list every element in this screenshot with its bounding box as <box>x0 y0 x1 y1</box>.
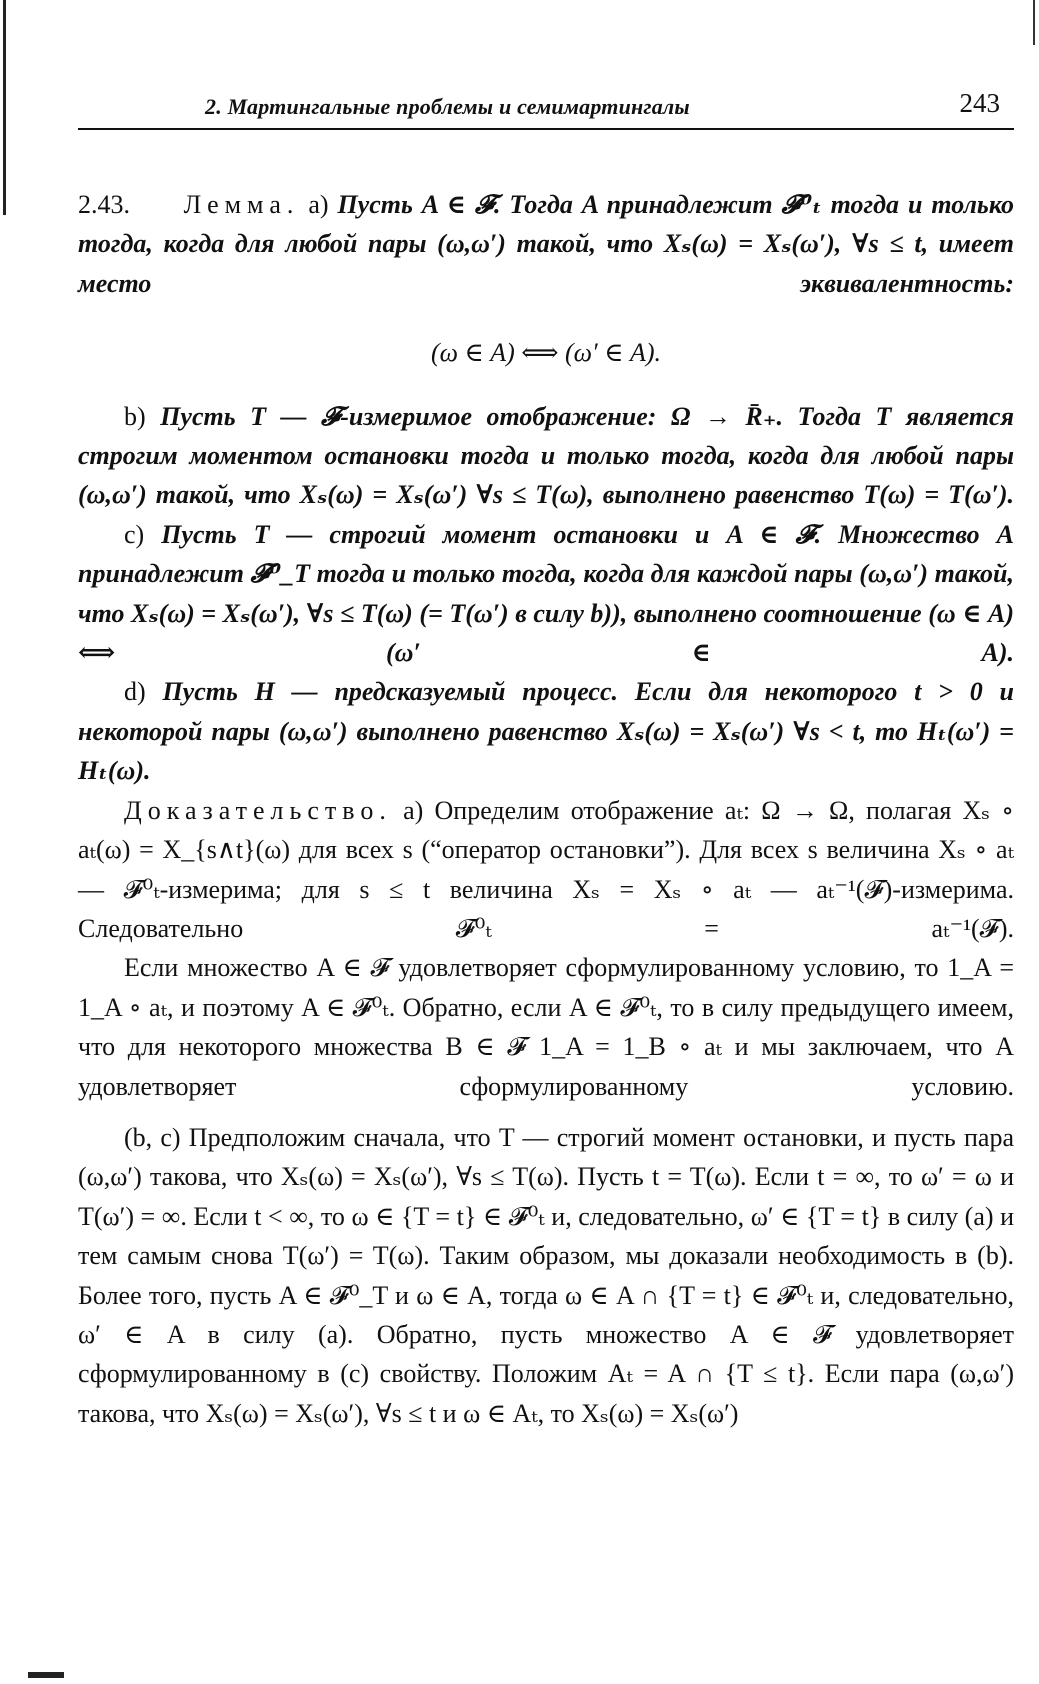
lemma-d-label: d) <box>124 677 163 707</box>
scan-mark-bottom <box>28 1672 64 1678</box>
lemma-part-c <box>78 515 1014 673</box>
running-title: 2. Мартингальные проблемы и семимартингалы <box>205 94 690 119</box>
lemma-word: Лемма. <box>183 190 300 219</box>
lemma-number: 2.43. <box>78 190 130 219</box>
proof-p3-text: (b, c) Предположим сначала, что T — строгий момент остановки, и пусть пара (ω,ω′) такова, что Xₛ(ω) = Xₛ(ω′), ∀s ≤ T(ω). Пусть t = T(ω). Если t = ∞, то ω′ = ω и T(ω′) = ∞. Если t < ∞, то ω ∈ {T = t} ∈ 𝓕⁰ₜ и, следовательно, ω′ ∈ {T = t} в силу (a) и тем самым снова T(ω′) = T(ω). Таким образом, мы доказали необходимость в (b). Более того, пусть A ∈ 𝓕⁰_T и ω ∈ A, тогда ω ∈ A ∩ {T = t} ∈ 𝓕⁰ₜ и, следовательно, ω′ ∈ A в силу (a). Обратно, пусть множество A ∈ 𝓕 удовлетворяет сформулированному в (c) свойству. Положим Aₜ = A ∩ {T ≤ t}. Если пара (ω,ω′) такова, что Xₛ(ω) = Xₛ(ω′), ∀s ≤ t и ω ∈ Aₜ, то Xₛ(ω) = Xₛ(ω′) <box>78 1122 1014 1428</box>
proof-paragraph-2 <box>78 948 1014 1106</box>
proof-p2-text: Если множество A ∈ 𝓕 удовлетворяет сформулированному условию, то 1_A = 1_A ∘ aₜ, и поэтому A ∈ 𝓕⁰ₜ. Обратно, если A ∈ 𝓕⁰ₜ, то в силу предыдущего имеем, что для некоторого множества B ∈ 𝓕 1_A = 1_B ∘ aₜ и мы заключаем, что A удовлетворяет сформулированному условию. <box>78 953 1014 1101</box>
lemma-b-label: b) <box>124 401 161 431</box>
lemma-part-a <box>78 185 1014 303</box>
proof-p1-text: a) Определим отображение aₜ: Ω → Ω, полагая Xₛ ∘ aₜ(ω) = X_{s∧t}(ω) для всех s (“оператор остановки”). Для всех s величина Xₛ ∘ aₜ — 𝓕⁰ₜ-измерима; для s ≤ t величина Xₛ = Xₛ ∘ aₜ — aₜ⁻¹(𝓕)-измерима. Следовательно 𝓕⁰ₜ = aₜ⁻¹(𝓕). <box>78 795 1015 943</box>
page-body <box>78 185 1014 1433</box>
lemma-part-d <box>78 672 1014 790</box>
lemma-part-b <box>78 397 1014 515</box>
lemma-d-text: Пусть H — предсказуемый процесс. Если для некоторого t > 0 и некоторой пары (ω,ω′) выполнено равенство Xₛ(ω) = Xₛ(ω′) ∀s < t, то Hₜ(ω′) = Hₜ(ω). <box>78 677 1014 786</box>
page-number: 243 <box>959 88 1000 118</box>
lemma-c-label: c) <box>124 519 162 549</box>
scan-edge-right <box>1033 0 1035 45</box>
proof-paragraph-3 <box>78 1118 1014 1433</box>
scan-edge-left <box>3 0 6 215</box>
equivalence-formula: (ω ∈ A) ⟺ (ω′ ∈ A). <box>430 338 662 368</box>
lemma-a-label: a) <box>308 190 338 219</box>
page-header <box>78 88 1014 130</box>
lemma-a-text: Пусть A ∈ 𝓕. Тогда A принадлежит 𝓕⁰ₜ тогда и только тогда, когда для любой пары (ω,ω′) такой, что Xₛ(ω) = Xₛ(ω′), ∀s ≤ t, имеет место эквивалентность: <box>78 190 1015 298</box>
lemma-b-text: Пусть T — 𝓕-измеримое отображение: Ω → R̄₊. Тогда T является строгим моментом остановки тогда и только тогда, когда для любой пары (ω,ω′) такой, что Xₛ(ω) = Xₛ(ω′) ∀s ≤ T(ω), выполнено равенство T(ω) = T(ω′). <box>78 401 1014 510</box>
proof-word: Доказательство. <box>124 795 392 825</box>
proof-paragraph-1 <box>78 791 1014 949</box>
lemma-c-text: Пусть T — строгий момент остановки и A ∈ 𝓕. Множество A принадлежит 𝓕⁰_T тогда и только тогда, когда для каждой пары (ω,ω′) такой, что Xₛ(ω) = Xₛ(ω′), ∀s ≤ T(ω) (= T(ω′) в силу b)), выполнено соотношение (ω ∈ A) ⟺ (ω′ ∈ A). <box>78 519 1014 668</box>
